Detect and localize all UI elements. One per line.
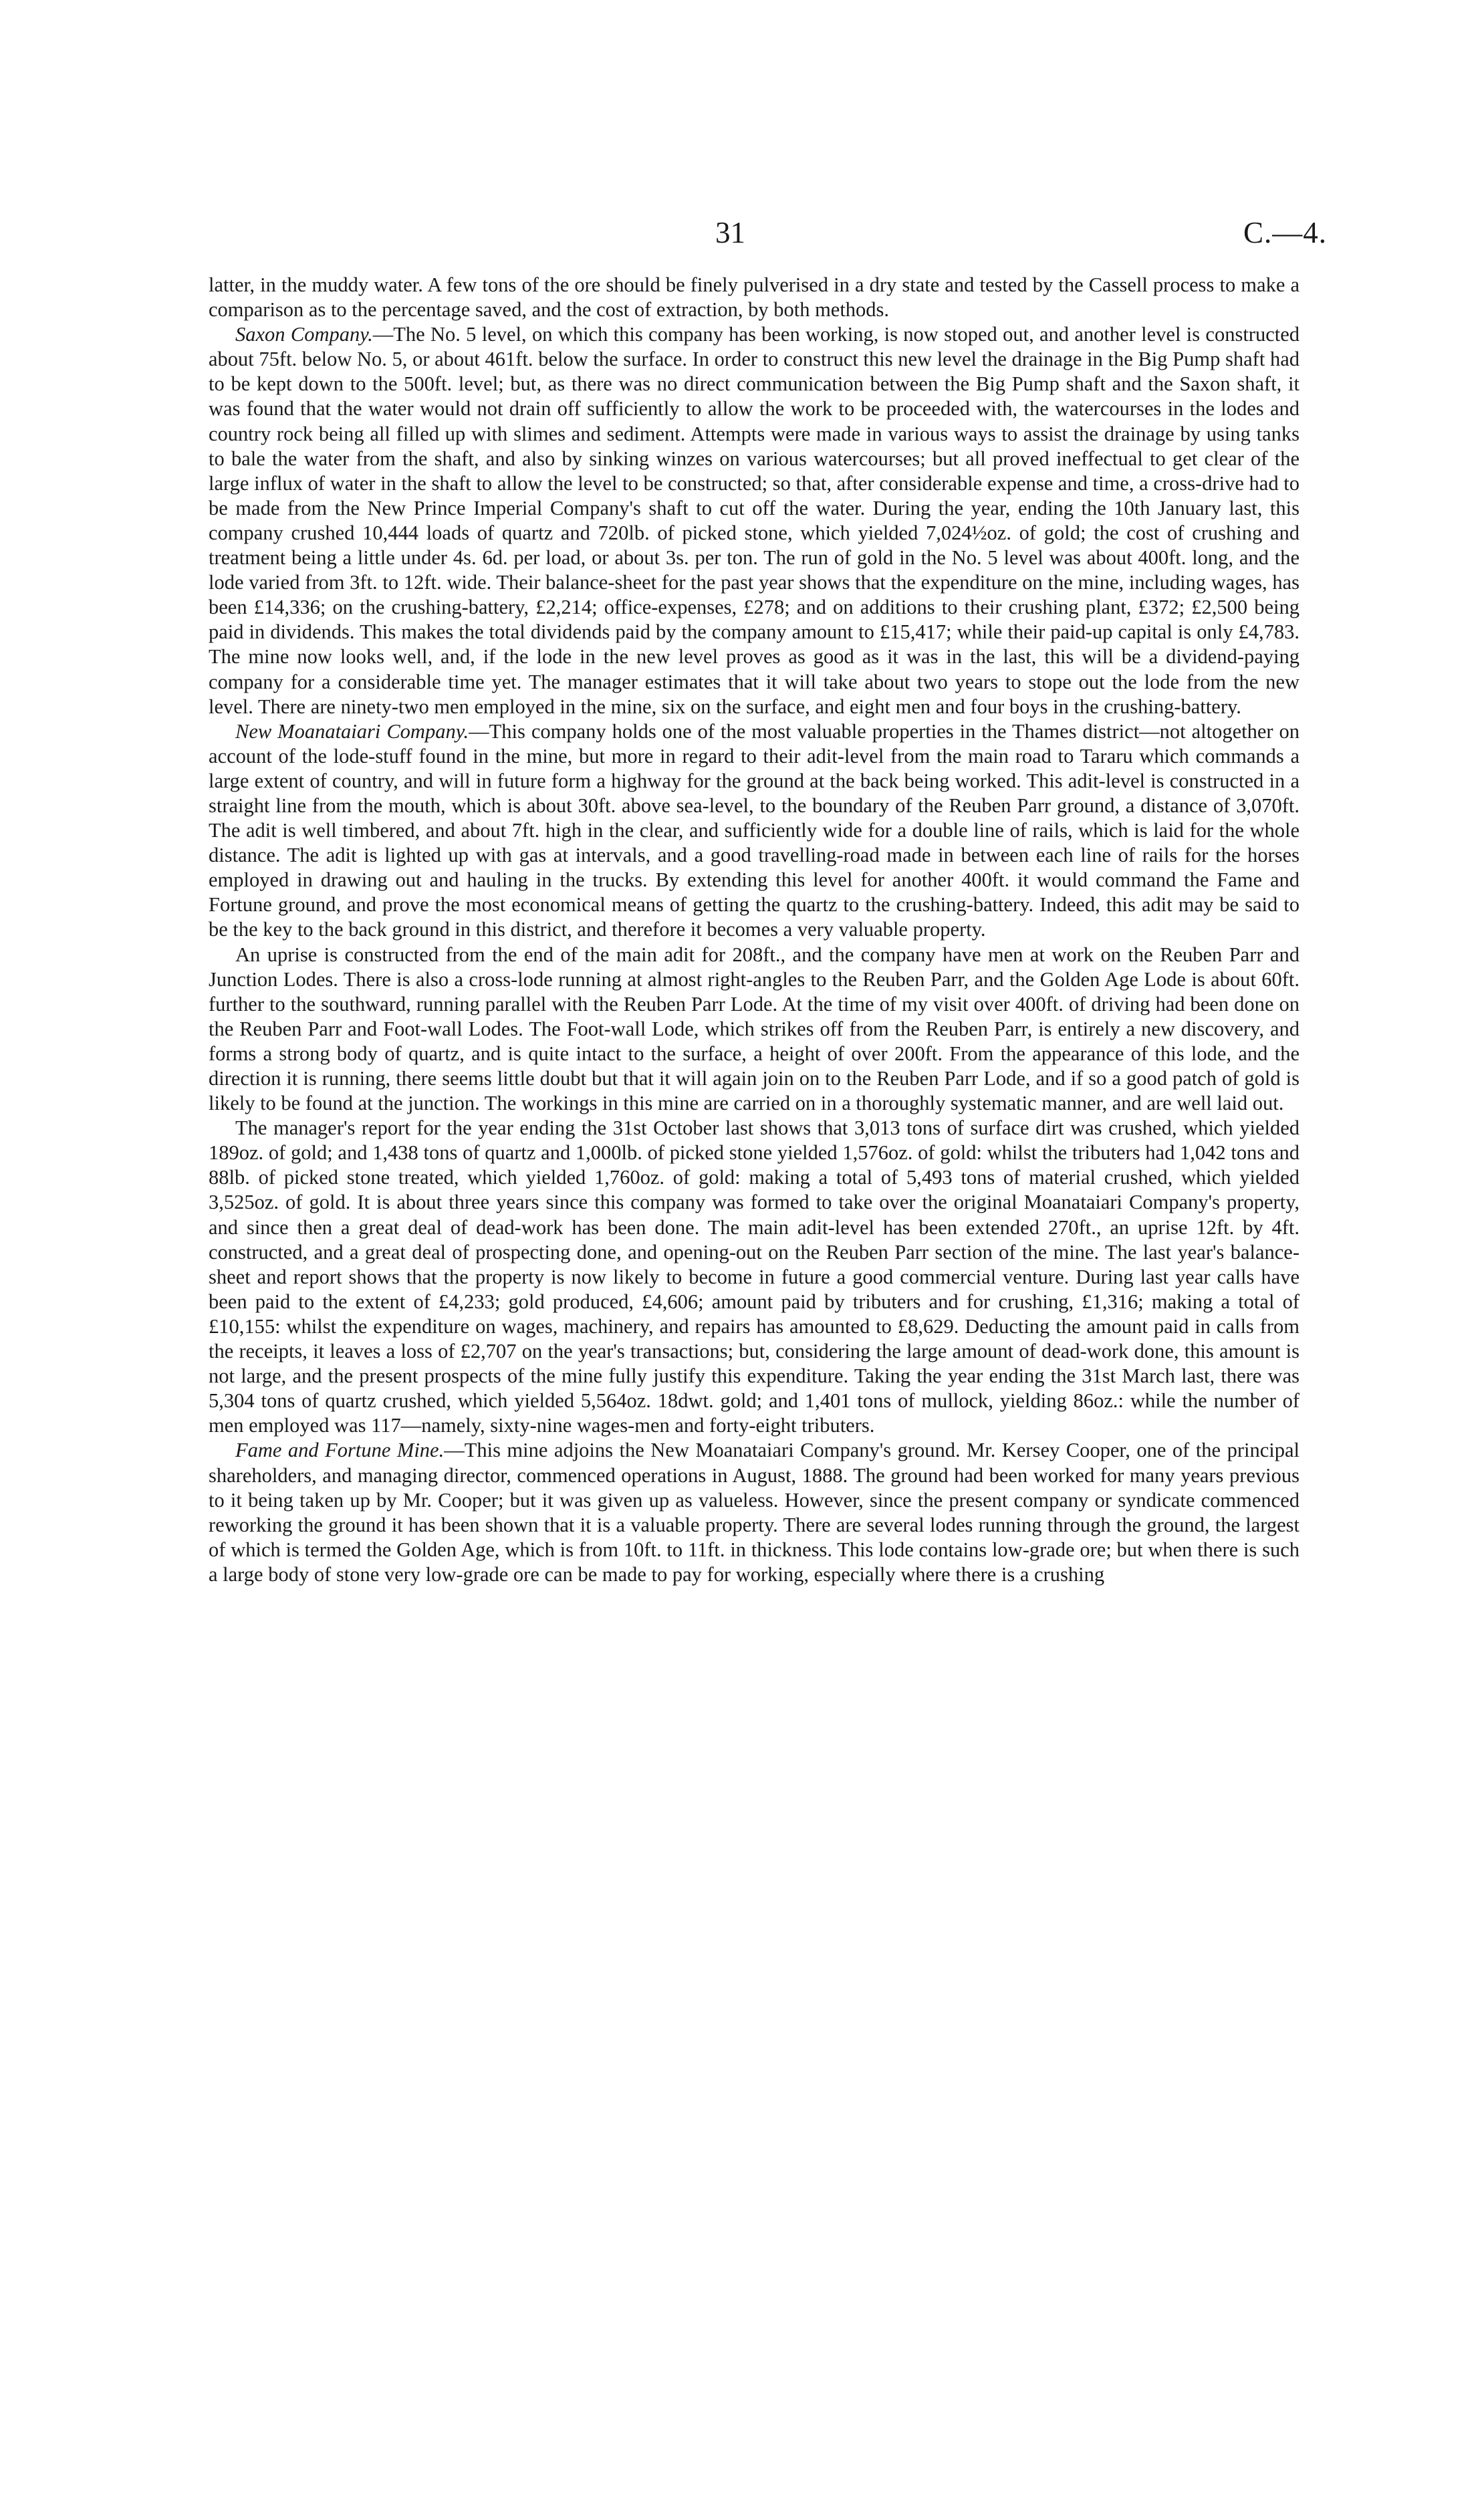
page-number: 31 [715, 216, 745, 249]
paragraph-managers-report [209, 1116, 1300, 1438]
section-heading-new-moanataiari-company: New Moanataiari Company. [235, 719, 469, 743]
paragraph-fame-and-fortune-mine [209, 1438, 1300, 1587]
paragraph-new-moanataiari-company [209, 719, 1300, 943]
paragraph-text: —The No. 5 level, on which this company has been working, is now stoped out, and another level is constructed about 75ft. below No. 5, or about 461ft. below the surface. In order to construct this new level the drainage in the Big Pump shaft had to be kept down to the 500ft. level; but, as there was no direct communication between the Big Pump shaft and the Saxon shaft, it was found that the water would not drain off sufficiently to allow the work to be proceeded with, the watercourses in the lodes and country rock being all filled up with slimes and sediment. Attempts were made in various ways to assist the drainage by using tanks to bale the water from the shaft, and also by sinking winzes on various watercourses; but all proved ineffectual to get clear of the large influx of water in the shaft to allow the level to be constructed; so that, after considerable expense and time, a cross-drive had to be made from the New Prince Imperial Company's shaft to cut off the water. During the year, ending the 10th January last, this company crushed 10,444 loads of quartz and 720lb. of picked stone, which yielded 7,024½oz. of gold; the cost of crushing and treatment being a little under 4s. 6d. per load, or about 3s. per ton. The run of gold in the No. 5 level was about 400ft. long, and the lode varied from 3ft. to 12ft. wide. Their balance-sheet for the past year shows that the expenditure on the mine, including wages, has been £14,336; on the crushing-battery, £2,214; office-expenses, £278; and on additions to their crushing plant, £372; £2,500 being paid in dividends. This makes the total dividends paid by the company amount to £15,417; while their paid-up capital is only £4,783. The mine now looks well, and, if the lode in the new level proves as good as it was in the last, this will be a dividend-paying company for a considerable time yet. The manager estimates that it will take about two years to stope out the lode from the new level. There are ninety-two men employed in the mine, six on the surface, and eight men and four boys in the crushing-battery. [209, 323, 1300, 718]
paragraph-continuation [209, 273, 1300, 322]
section-heading-saxon-company: Saxon Company. [235, 323, 373, 346]
paragraph-text: An uprise is constructed from the end of the main adit for 208ft., and the company have men at work on the Reuben Parr and Junction Lodes. There is also a cross-lode running at almost right-angles to the Reuben Parr, and the Golden Age Lode is about 60ft. further to the southward, running parallel with the Reuben Parr Lode. At the time of my visit over 400ft. of driving had been done on the Reuben Parr and Foot-wall Lodes. The Foot-wall Lode, which strikes off from the Reuben Parr, is entirely a new discovery, and forms a strong body of quartz, and is quite intact to the surface, a height of over 200ft. From the appearance of this lode, and the direction it is running, there seems little doubt but that it will again join on to the Reuben Parr Lode, and if so a good patch of gold is likely to be found at the junction. The workings in this mine are carried on in a thoroughly systematic manner, and are well laid out. [209, 943, 1300, 1115]
section-heading-fame-and-fortune-mine: Fame and Fortune Mine. [235, 1439, 445, 1462]
paragraph-text: —This company holds one of the most valuable properties in the Thames district—not altogether on account of the lode-stuff found in the mine, but more in regard to their adit-level from the main road to Tararu which commands a large extent of country, and will in future form a highway for the ground at the back being worked. This adit-level is constructed in a straight line from the mouth, which is about 30ft. above sea-level, to the boundary of the Reuben Parr ground, a distance of 3,070ft. The adit is well timbered, and about 7ft. high in the clear, and sufficiently wide for a double line of rails, which is laid for the whole distance. The adit is lighted up with gas at intervals, and a good travelling-road made in between each line of rails for the horses employed in drawing out and hauling in the trucks. By extending this level for another 400ft. it would command the Fame and Fortune ground, and prove the most economical means of getting the quartz to the crushing-battery. Indeed, this adit may be said to be the key to the back ground in this district, and therefore it becomes a very valuable property. [209, 719, 1300, 941]
paragraph-saxon-company [209, 322, 1300, 719]
paragraph-text: latter, in the muddy water. A few tons of the ore should be finely pulverised in a dry state and tested by the Cassell process to make a comparison as to the percentage saved, and the cost of extraction, by both methods. [209, 273, 1300, 322]
page-header [0, 213, 1484, 253]
paragraph-text: —This mine adjoins the New Moanataiari Company's ground. Mr. Kersey Cooper, one of the principal shareholders, and managing director, commenced operations in August, 1888. The ground had been worked for many years previous to it being taken up by Mr. Cooper; but it was given up as valueless. However, since the present company or syndicate commenced reworking the ground it has been shown that it is a valuable property. There are several lodes running through the ground, the largest of which is termed the Golden Age, which is from 10ft. to 11ft. in thickness. This lode contains low-grade ore; but when there is such a large body of stone very low-grade ore can be made to pay for working, especially where there is a crushing [209, 1439, 1300, 1586]
paragraph-uprise [209, 943, 1300, 1116]
body-text [209, 273, 1300, 1587]
paragraph-text: The manager's report for the year ending the 31st October last shows that 3,013 tons of surface dirt was crushed, which yielded 189oz. of gold; and 1,438 tons of quartz and 1,000lb. of picked stone yielded 1,576oz. of gold: whilst the tributers had 1,042 tons and 88lb. of picked stone treated, which yielded 1,760oz. of gold: making a total of 5,493 tons of material crushed, which yielded 3,525oz. of gold. It is about three years since this company was formed to take over the original Moanataiari Company's property, and since then a great deal of dead-work has been done. The main adit-level has been extended 270ft., an uprise 12ft. by 4ft. constructed, and a great deal of prospecting done, and opening-out on the Reuben Parr section of the mine. The last year's balance-sheet and report shows that the property is now likely to become in future a good commercial venture. During last year calls have been paid to the extent of £4,233; gold produced, £4,606; amount paid by tributers and for crushing, £1,316; making a total of £10,155: whilst the expenditure on wages, machinery, and repairs has amounted to £8,629. Deducting the amount paid in calls from the receipts, it leaves a loss of £2,707 on the year's transactions; but, considering the large amount of dead-work done, this amount is not large, and the present prospects of the mine fully justify this expenditure. Taking the year ending the 31st March last, there was 5,304 tons of quartz crushed, which yielded 5,564oz. 18dwt. gold; and 1,401 tons of mullock, yielding 86oz.: while the number of men employed was 117—namely, sixty-nine wages-men and forty-eight tributers. [209, 1116, 1300, 1437]
document-reference: C.—4. [1243, 216, 1328, 249]
